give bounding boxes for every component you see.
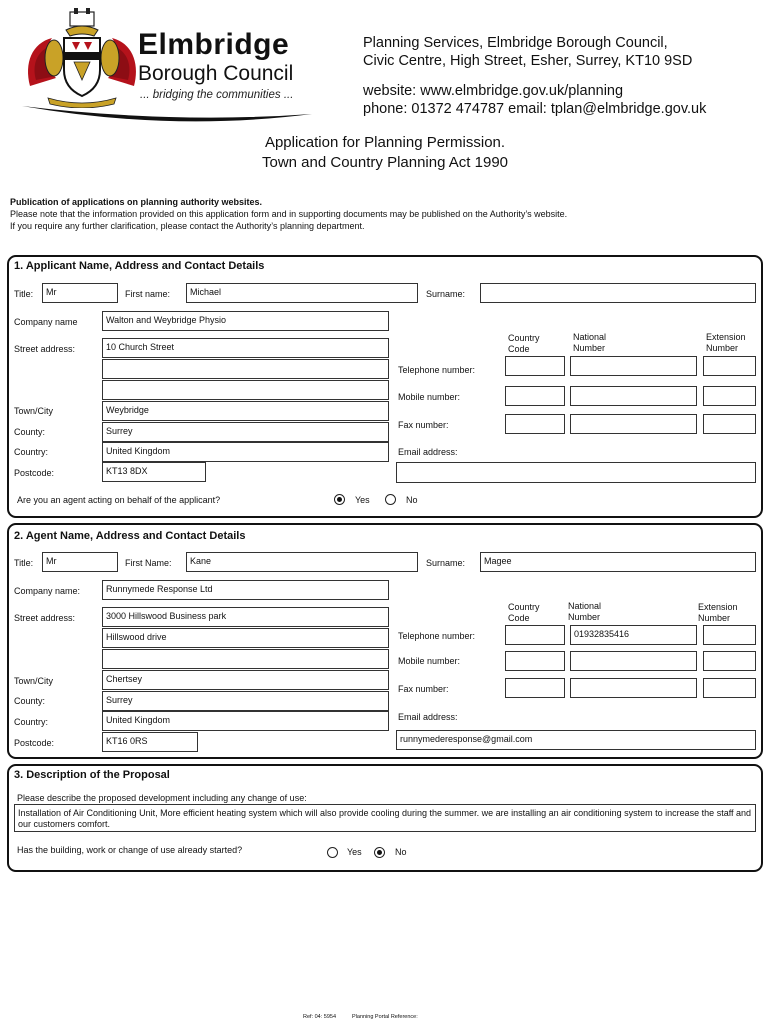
s2-street-field-2[interactable]: Hillswood drive bbox=[102, 628, 389, 648]
s2-street-field-1[interactable]: 3000 Hillswood Business park bbox=[102, 607, 389, 627]
form-title-line2: Town and Country Planning Act 1990 bbox=[262, 154, 508, 171]
s2-telephone-national[interactable]: 01932835416 bbox=[570, 625, 697, 645]
s1-telephone-country-code[interactable] bbox=[505, 356, 565, 376]
logo-subtitle: Borough Council bbox=[138, 62, 294, 85]
council-address-line1: Planning Services, Elmbridge Borough Council, bbox=[363, 35, 668, 51]
section1-title: 1. Applicant Name, Address and Contact Details bbox=[14, 260, 265, 272]
s2-county-label: County: bbox=[14, 696, 46, 706]
s1-town-label: Town/City bbox=[14, 406, 54, 416]
s1-agent-yes-radio[interactable] bbox=[334, 494, 345, 505]
s2-fax-national[interactable] bbox=[570, 678, 697, 698]
s2-first-name-label: First Name: bbox=[125, 558, 172, 568]
s1-surname-label: Surname: bbox=[426, 289, 466, 299]
section2-title: 2. Agent Name, Address and Contact Details bbox=[14, 530, 246, 542]
s1-county-label: County: bbox=[14, 427, 46, 437]
s3-description-field[interactable]: Installation of Air Conditioning Unit, More efficient heating system which will also provide cooling during the summer. we are installing an air conditioning system to increase the staff and our customers comfort. bbox=[14, 804, 756, 832]
council-website[interactable]: website: www.elmbridge.gov.uk/planning bbox=[363, 83, 624, 99]
council-address-line2: Civic Centre, High Street, Esher, Surrey, KT10 9SD bbox=[363, 53, 693, 69]
s2-town-label: Town/City bbox=[14, 676, 54, 686]
s1-surname-field[interactable] bbox=[480, 283, 756, 303]
s1-agent-no-radio[interactable] bbox=[385, 494, 396, 505]
s3-started-no-label: No bbox=[395, 847, 407, 857]
logo-swoosh-icon bbox=[22, 102, 312, 132]
s1-mobile-country-code[interactable] bbox=[505, 386, 565, 406]
s1-fax-label: Fax number: bbox=[398, 420, 449, 430]
s2-fax-extension[interactable] bbox=[703, 678, 756, 698]
council-phone-email: phone: 01372 474787 email: tplan@elmbridge.gov.uk bbox=[363, 101, 707, 117]
s1-email-field[interactable] bbox=[396, 462, 756, 483]
footer-ref: Ref: 04: 5954 bbox=[303, 1014, 337, 1020]
s1-town-field[interactable]: Weybridge bbox=[102, 401, 389, 421]
s3-started-question: Has the building, work or change of use already started? bbox=[17, 845, 243, 855]
s2-surname-field[interactable]: Magee bbox=[480, 552, 756, 572]
s2-telephone-label: Telephone number: bbox=[398, 631, 476, 641]
s1-county-field[interactable]: Surrey bbox=[102, 422, 389, 442]
s2-title-label: Title: bbox=[14, 558, 34, 568]
s2-fax-country-code[interactable] bbox=[505, 678, 565, 698]
s2-street-field-3[interactable] bbox=[102, 649, 389, 669]
notice-line2: If you require any further clarification, please contact the Authority’s planning department. bbox=[10, 221, 365, 231]
s1-national-number-header: National Number bbox=[573, 332, 607, 354]
s1-fax-extension[interactable] bbox=[703, 414, 756, 434]
s1-telephone-extension[interactable] bbox=[703, 356, 756, 376]
s2-surname-label: Surname: bbox=[426, 558, 466, 568]
s1-telephone-label: Telephone number: bbox=[398, 365, 476, 375]
s2-mobile-national[interactable] bbox=[570, 651, 697, 671]
s2-mobile-label: Mobile number: bbox=[398, 656, 461, 666]
s1-title-field[interactable]: Mr bbox=[42, 283, 118, 303]
s2-email-field[interactable]: runnymederesponse@gmail.com bbox=[396, 730, 756, 750]
s3-started-yes-label: Yes bbox=[347, 847, 362, 857]
s2-national-number-header: National Number bbox=[568, 601, 602, 623]
s1-mobile-extension[interactable] bbox=[703, 386, 756, 406]
s2-postcode-label: Postcode: bbox=[14, 738, 55, 748]
s1-street-label: Street address: bbox=[14, 344, 76, 354]
s1-street-field-1[interactable]: 10 Church Street bbox=[102, 338, 389, 358]
s1-first-name-label: First name: bbox=[125, 289, 171, 299]
s2-town-field[interactable]: Chertsey bbox=[102, 670, 389, 690]
s1-company-field[interactable]: Walton and Weybridge Physio bbox=[102, 311, 389, 331]
form-title-line1: Application for Planning Permission. bbox=[264, 134, 506, 151]
s2-first-name-field[interactable]: Kane bbox=[186, 552, 418, 572]
s2-email-label: Email address: bbox=[398, 712, 458, 722]
s1-first-name-field[interactable]: Michael bbox=[186, 283, 418, 303]
s2-telephone-country-code[interactable] bbox=[505, 625, 565, 645]
council-logo bbox=[22, 8, 312, 130]
s1-street-field-3[interactable] bbox=[102, 380, 389, 400]
s2-extension-number-header: Extension Number bbox=[698, 602, 738, 624]
s1-company-label: Company name bbox=[14, 317, 78, 327]
s2-title-field[interactable]: Mr bbox=[42, 552, 118, 572]
s1-title-label: Title: bbox=[14, 289, 34, 299]
s1-agent-question: Are you an agent acting on behalf of the applicant? bbox=[17, 495, 221, 505]
s2-telephone-extension[interactable] bbox=[703, 625, 756, 645]
s2-company-field[interactable]: Runnymede Response Ltd bbox=[102, 580, 389, 600]
s1-postcode-field[interactable]: KT13 8DX bbox=[102, 462, 206, 482]
s2-mobile-extension[interactable] bbox=[703, 651, 756, 671]
footer-portal-ref: Planning Portal Reference: bbox=[352, 1014, 418, 1020]
notice-heading: Publication of applications on planning authority websites. bbox=[10, 197, 263, 207]
s1-country-field[interactable]: United Kingdom bbox=[102, 442, 389, 462]
s3-prompt: Please describe the proposed development including any change of use: bbox=[17, 793, 307, 803]
section3-title: 3. Description of the Proposal bbox=[14, 769, 170, 781]
s3-started-no-radio[interactable] bbox=[374, 847, 385, 858]
coat-of-arms-icon bbox=[22, 8, 142, 108]
s2-postcode-field[interactable]: KT16 0RS bbox=[102, 732, 198, 752]
s2-country-field[interactable]: United Kingdom bbox=[102, 711, 389, 731]
s1-postcode-label: Postcode: bbox=[14, 468, 55, 478]
s1-country-label: Country: bbox=[14, 447, 49, 457]
s1-country-code-header: Country Code bbox=[508, 333, 540, 355]
notice-line1: Please note that the information provided on this application form and in supporting documents may be published on the Authority’s website. bbox=[10, 209, 568, 219]
s2-country-code-header: Country Code bbox=[508, 602, 540, 624]
s1-agent-yes-label: Yes bbox=[355, 495, 370, 505]
s2-mobile-country-code[interactable] bbox=[505, 651, 565, 671]
s2-country-label: Country: bbox=[14, 717, 49, 727]
s1-agent-no-label: No bbox=[406, 495, 418, 505]
s2-company-label: Company name: bbox=[14, 586, 81, 596]
logo-title: Elmbridge bbox=[138, 28, 290, 61]
s1-telephone-national[interactable] bbox=[570, 356, 697, 376]
logo-tagline: ... bridging the communities ... bbox=[140, 89, 294, 101]
s3-started-yes-radio[interactable] bbox=[327, 847, 338, 858]
s1-extension-number-header: Extension Number bbox=[706, 332, 746, 354]
s1-fax-country-code[interactable] bbox=[505, 414, 565, 434]
s1-email-label: Email address: bbox=[398, 447, 458, 457]
s2-street-label: Street address: bbox=[14, 613, 76, 623]
s1-street-field-2[interactable] bbox=[102, 359, 389, 379]
s1-fax-national[interactable] bbox=[570, 414, 697, 434]
s2-county-field[interactable]: Surrey bbox=[102, 691, 389, 711]
s1-mobile-national[interactable] bbox=[570, 386, 697, 406]
s1-mobile-label: Mobile number: bbox=[398, 392, 461, 402]
s2-fax-label: Fax number: bbox=[398, 684, 449, 694]
